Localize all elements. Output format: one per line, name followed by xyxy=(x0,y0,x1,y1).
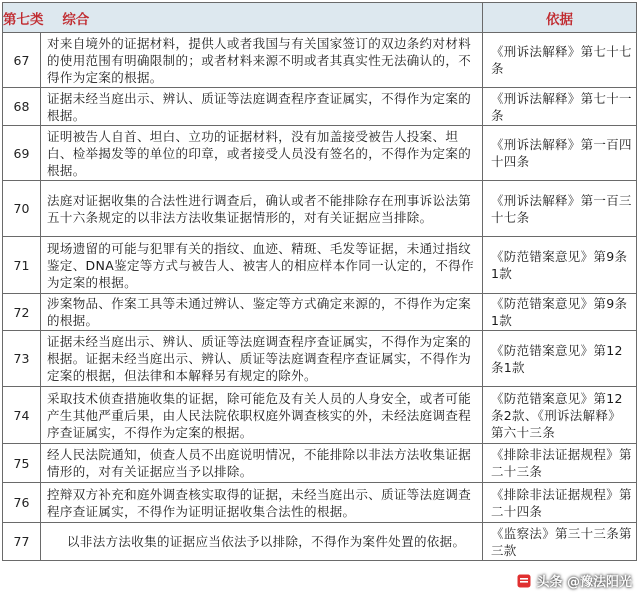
row-content: 证据未经当庭出示、辨认、质证等法庭调查程序查证属实，不得作为定案的根据。证据未经当庭出示、辨认、质证等法庭调查程序查证属实，不得作为定案的根据，但法律和本解释另有规定的除外。 xyxy=(41,331,483,387)
watermark-text: 头条 @豫法阳光 xyxy=(536,575,632,590)
row-content: 证明被告人自首、坦白、立功的证据材料，没有加盖接受被告人投案、坦白、检举揭发等的单位的印章，或者接受人员没有签名的，不得作为定案的根据。 xyxy=(41,126,483,181)
evidence-rules-table xyxy=(2,2,637,561)
row-content: 以非法方法收集的证据应当依法予以排除，不得作为案件处置的依据。 xyxy=(41,523,483,561)
table-row xyxy=(3,294,637,331)
table-row xyxy=(3,483,637,523)
row-number: 68 xyxy=(3,88,41,126)
row-basis: 《防范错案意见》第9条1款 xyxy=(483,237,637,294)
row-content: 证据未经当庭出示、辨认、质证等法庭调查程序查证属实，不得作为定案的根据。 xyxy=(41,88,483,126)
toutiao-logo-icon xyxy=(516,573,532,589)
chapter-label: 第七类 xyxy=(3,11,44,28)
row-basis: 《防范错案意见》第12条1款 xyxy=(483,331,637,387)
row-basis: 《刑诉法解释》第一百四十四条 xyxy=(483,126,637,181)
category-label: 综合 xyxy=(62,11,90,28)
row-basis: 《刑诉法解释》第七十一条 xyxy=(483,88,637,126)
row-basis: 《防范错案意见》第9条1款 xyxy=(483,294,637,331)
row-number: 67 xyxy=(3,33,41,88)
row-number: 75 xyxy=(3,444,41,483)
row-content: 涉案物品、作案工具等未通过辨认、鉴定等方式确定来源的，不得作为定案的根据。 xyxy=(41,294,483,331)
table-row xyxy=(3,444,637,483)
row-basis: 《排除非法证据规程》第二十四条 xyxy=(483,483,637,523)
header-title-cell xyxy=(3,3,483,33)
row-basis: 《刑诉法解释》第一百三十七条 xyxy=(483,181,637,237)
row-number: 74 xyxy=(3,387,41,444)
row-number: 71 xyxy=(3,237,41,294)
watermark xyxy=(516,571,632,590)
table-row xyxy=(3,33,637,88)
table-row xyxy=(3,523,637,561)
row-number: 73 xyxy=(3,331,41,387)
row-content: 采取技术侦查措施收集的证据，除可能危及有关人员的人身安全，或者可能产生其他严重后果，由人民法院依职权庭外调查核实的外，未经法庭调查程序查证属实，不得作为定案的根据。 xyxy=(41,387,483,444)
table-row xyxy=(3,126,637,181)
row-basis: 《防范错案意见》第12条2款、《刑诉法解释》第六十三条 xyxy=(483,387,637,444)
row-basis: 《刑诉法解释》第七十七条 xyxy=(483,33,637,88)
basis-header: 依据 xyxy=(483,3,637,33)
row-basis: 《监察法》第三十三条第三款 xyxy=(483,523,637,561)
row-content: 经人民法院通知，侦查人员不出庭说明情况，不能排除以非法方法收集证据情形的，对有关证据应当予以排除。 xyxy=(41,444,483,483)
row-number: 76 xyxy=(3,483,41,523)
row-content: 对来自境外的证据材料，提供人或者我国与有关国家签订的双边条约对材料的使用范围有明确限制的；或者材料来源不明或者其真实性无法确认的，不得作为定案的根据。 xyxy=(41,33,483,88)
row-number: 72 xyxy=(3,294,41,331)
table-row xyxy=(3,387,637,444)
row-number: 70 xyxy=(3,181,41,237)
table-row xyxy=(3,237,637,294)
row-basis: 《排除非法证据规程》第二十三条 xyxy=(483,444,637,483)
table-row xyxy=(3,331,637,387)
row-content: 法庭对证据收集的合法性进行调查后，确认或者不能排除存在刑事诉讼法第五十六条规定的以非法方法收集证据情形的，对有关证据应当排除。 xyxy=(41,181,483,237)
row-number: 77 xyxy=(3,523,41,561)
row-content: 现场遗留的可能与犯罪有关的指纹、血迹、精斑、毛发等证据，未通过指纹鉴定、DNA鉴定等方式与被告人、被害人的相应样本作同一认定的，不得作为定案的根据。 xyxy=(41,237,483,294)
table-row xyxy=(3,88,637,126)
row-content: 控辩双方补充和庭外调查核实取得的证据，未经当庭出示、质证等法庭调查程序查证属实，不得作为证明证据收集合法性的根据。 xyxy=(41,483,483,523)
table-header-row xyxy=(3,3,637,33)
table-row xyxy=(3,181,637,237)
row-number: 69 xyxy=(3,126,41,181)
